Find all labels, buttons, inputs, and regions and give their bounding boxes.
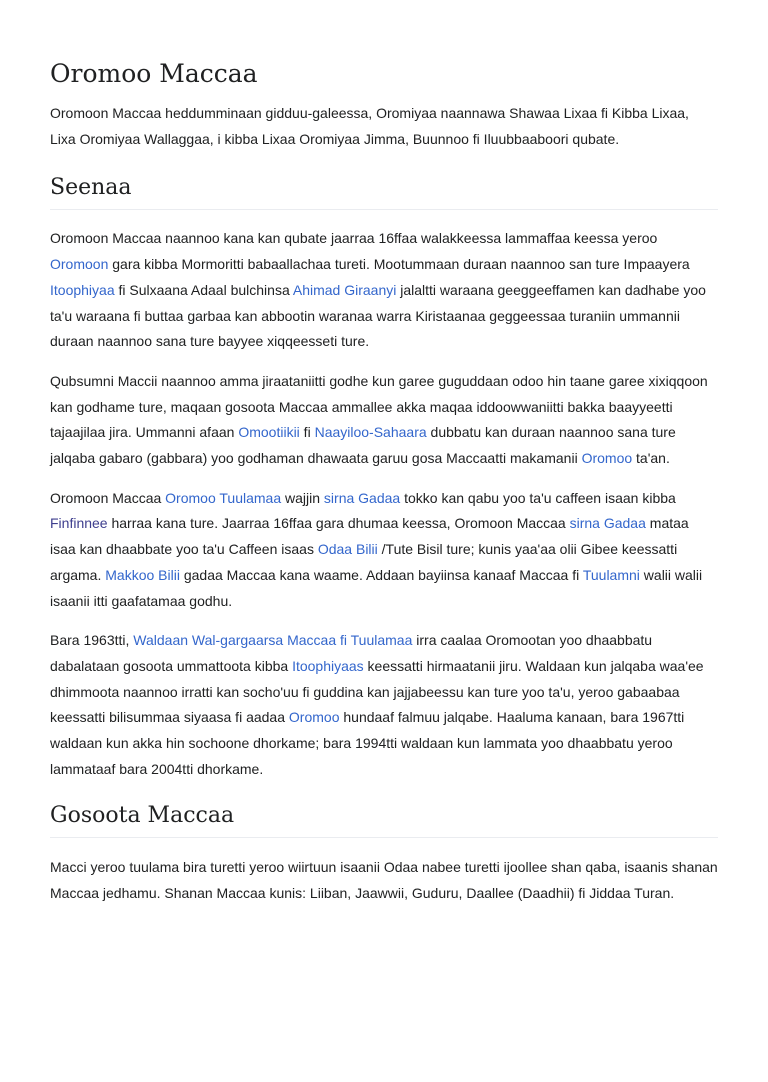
text-span: tokko kan qabu yoo ta'u caffeen isaan kibba	[400, 489, 676, 506]
link-oromoon[interactable]: Oromoon	[50, 256, 109, 273]
text-span: /Tute Bisil ture; kunis yaa'aa olii Gibee keessatti argama.	[50, 541, 678, 583]
text-span: Bara 1963tti,	[50, 632, 134, 649]
seenaa-paragraph-2	[50, 369, 718, 472]
link-sirna-gadaa-2[interactable]: sirna Gadaa	[569, 515, 646, 532]
text-span: mataa isaa kan dhaabbate yoo ta'u Caffeen isaas	[50, 515, 689, 558]
link-tuulamni[interactable]: Tuulamni	[582, 566, 640, 583]
text-span: dubbatu kan duraan naannoo sana ture jalqaba gabaro (gabbara) yoo godhaman dhawaata garuu gosa Maccaatti makamanii	[50, 424, 676, 467]
text-span: ta'an.	[632, 450, 670, 467]
section-heading-gosoota-maccaa: Gosoota Maccaa	[50, 801, 718, 838]
link-sirna-gadaa[interactable]: sirna Gadaa	[323, 489, 401, 506]
seenaa-paragraph-4	[50, 628, 718, 782]
link-odaa-bilii[interactable]: Odaa Bilii	[317, 541, 378, 558]
text-span: Oromoon Maccaa naannoo kana kan qubate jaarraa 16ffaa walakkeessa lammaffaa keessa yeroo	[50, 230, 658, 247]
text-span: fi	[299, 424, 315, 441]
link-finfinnee[interactable]: Finfinnee	[50, 515, 108, 532]
text-span: keessatti hirmaatanii jiru. Waldaan kun jalqaba waa'ee dhimmoota naannoo irratti kan socho'uu fi guddina kan jajjabeessu kan ture yoo ta'u, yeroo gabaabaa keessatti bilisummaa siyaasa fi aadaa	[50, 657, 704, 726]
link-ahimad-giraanyi[interactable]: Ahimad Giraanyi	[292, 281, 397, 298]
seenaa-paragraph-3	[50, 486, 718, 615]
gosoota-paragraph-1: Macci yeroo tuulama bira turetti yeroo wiirtuun isaanii Odaa nabee turetti ijoollee shan qaba, isaanis shanan Maccaa jedhamu. Shanan Maccaa kunis: Liiban, Jaawwii, Guduru, Daallee (Daadhii) fi Jiddaa Turan.	[50, 859, 718, 902]
text-span: gara kibba Mormoritti babaallachaa tureti. Mootummaan duraan naannoo san ture Impaayera	[108, 256, 690, 273]
text-span: wajjin	[281, 489, 324, 506]
link-naayiloo-sahaara[interactable]: Naayiloo-Sahaara	[314, 424, 427, 441]
text-span: Qubsumni Maccii naannoo amma jiraataniitti godhe kun garee guguddaan odoo hin taane garee xixiqqoon kan godhame ture, maqaan gosoota Maccaa ammallee akka maqaa iddoowwaniitti bakka baayyeetti tajaajilaa jira. Ummanni afaan	[50, 372, 708, 441]
article-page	[0, 58, 768, 907]
seenaa-paragraph-1	[50, 226, 718, 355]
intro-paragraph: Oromoon Maccaa heddumminaan gidduu-galeessa, Oromiyaa naannawa Shawaa Lixaa fi Kibba Lixaa, Lixa Oromiyaa Wallaggaa, i kibba Lixaa Oromiyaa Jimma, Buunnoo fi Iluubbaaboori qubate.	[50, 105, 689, 147]
text-span: harraa kana ture. Jaarraa 16ffaa gara dhumaa keessa, Oromoon Maccaa	[107, 515, 570, 532]
link-itoophiyaas[interactable]: Itoophiyaas	[292, 657, 364, 674]
link-oromoo[interactable]: Oromoo	[581, 450, 633, 467]
text-span: jalaltti waraana geeggeeffamen kan dadhabe yoo ta'u waraana fi buttaa garbaa kan abbootin waranaa warra Kiristaanaa geggeessaa turaniin ummannii duraan naannoo sana ture bayyee xiqqeesseti ture.	[50, 281, 706, 350]
text-span: fi Sulxaana Adaal bulchinsa	[114, 281, 293, 298]
text-span: irra caalaa Oromootan yoo dhaabbatu dabalataan gosoota ummattoota kibba	[50, 632, 653, 674]
text-span: Oromoon Maccaa	[50, 489, 166, 506]
link-waldaan-wal-gargaarsa[interactable]: Waldaan Wal-gargaarsa Maccaa fi Tuulamaa	[133, 632, 413, 649]
link-omootiikii[interactable]: Omootiikii	[238, 424, 300, 441]
page-title: Oromoo Maccaa	[50, 59, 258, 88]
link-oromoo-2[interactable]: Oromoo	[288, 709, 340, 726]
link-makkoo-bilii[interactable]: Makkoo Bilii	[105, 566, 180, 583]
section-heading-seenaa: Seenaa	[50, 173, 718, 210]
link-oromoo-tuulamaa[interactable]: Oromoo Tuulamaa	[165, 489, 282, 506]
text-span: gadaa Maccaa kana waame. Addaan bayiinsa kanaaf Maccaa fi	[179, 566, 583, 583]
text-span: walii walii isaanii itti gaafatamaa godhu.	[50, 566, 703, 609]
link-itoophiyaa[interactable]: Itoophiyaa	[50, 281, 115, 298]
text-span: hundaaf falmuu jalqabe. Haaluma kanaan, bara 1967tti waldaan kun akka hin sochoone dhorkame; bara 1994tti waldaan kun lammata yoo dhaabbatu yeroo lammataaf bara 2004tti dhorkame.	[50, 709, 685, 777]
